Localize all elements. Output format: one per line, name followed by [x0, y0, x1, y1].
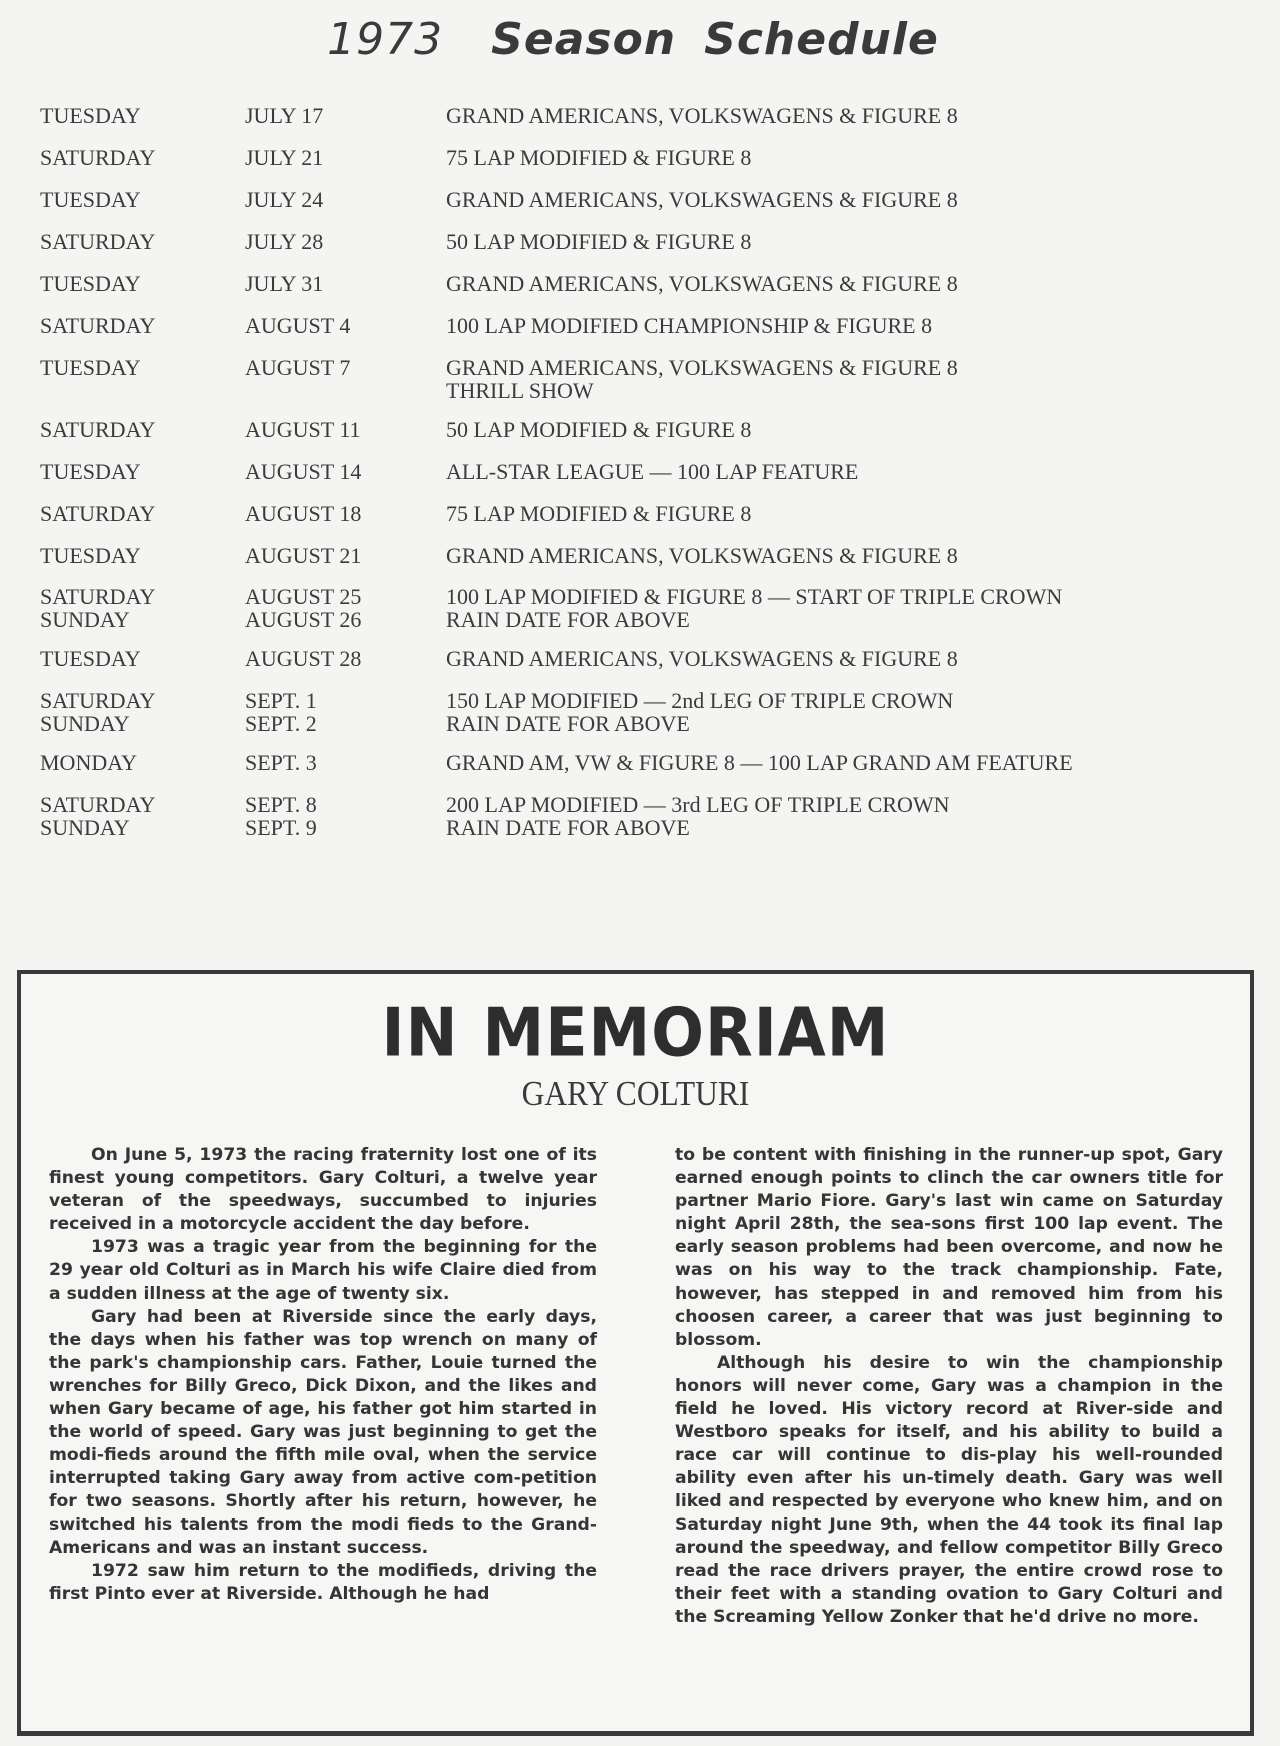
- memoriam-body: [49, 1144, 1229, 1629]
- schedule-date-cell: [245, 751, 435, 774]
- schedule-day: SUNDAY: [40, 607, 130, 632]
- schedule-day-cell: [40, 689, 230, 735]
- memoriam-title-word1: IN: [381, 993, 459, 1072]
- schedule-day: SATURDAY: [40, 145, 156, 170]
- memoriam-paragraph: 1973 was a tragic year from the beginning for the 29 year old Colturi as in March his wife Claire died from a sudden illness at the age of twenty six.: [49, 1237, 597, 1304]
- schedule-date-cell: [245, 544, 435, 567]
- schedule-day: TUESDAY: [40, 646, 141, 671]
- schedule-day-cell: [40, 585, 230, 631]
- title-word-season: Season: [491, 14, 677, 65]
- schedule-date: JULY 28: [245, 229, 324, 254]
- memoriam-right-column: [675, 1144, 1223, 1629]
- schedule-date-cell: [245, 188, 435, 211]
- in-memoriam-box: [17, 970, 1254, 1736]
- schedule-day: SUNDAY: [40, 711, 130, 736]
- schedule-date-cell: [245, 146, 435, 169]
- schedule-event: 50 LAP MODIFIED & FIGURE 8: [446, 417, 752, 442]
- schedule-date: JULY 21: [245, 145, 324, 170]
- schedule-date-cell: [245, 585, 435, 631]
- schedule-date-cell: [245, 460, 435, 483]
- schedule-date-cell: [245, 793, 435, 839]
- schedule-day-cell: [40, 230, 230, 253]
- memoriam-subtitle: GARY COLTURI: [521, 1074, 750, 1113]
- schedule-day-cell: [40, 647, 230, 670]
- schedule-date-cell: [245, 689, 435, 735]
- schedule-date: AUGUST 11: [245, 417, 361, 442]
- schedule-day: TUESDAY: [40, 355, 141, 380]
- schedule-event: GRAND AMERICANS, VOLKSWAGENS & FIGURE 8: [446, 646, 958, 671]
- schedule-event-cell: [446, 793, 1266, 839]
- memoriam-paragraph: to be content with finishing in the runner-up spot, Gary earned enough points to clinch the car owners title for partner Mario Fiore. Gary's last win came on Saturday night April 28th, the sea-sons first 100 lap event. The early season problems had been overcome, and now he was on his way to the track championship. Fate, however, has stepped in and removed him from his choosen career, a career that was just beginning to blossom.: [675, 1145, 1223, 1350]
- title-word-schedule: Schedule: [704, 14, 939, 65]
- schedule-date: AUGUST 25: [245, 584, 362, 609]
- schedule-day: SATURDAY: [40, 229, 156, 254]
- schedule-date: AUGUST 4: [245, 313, 351, 338]
- schedule-event: ALL-STAR LEAGUE — 100 LAP FEATURE: [446, 459, 859, 484]
- schedule-day: TUESDAY: [40, 543, 141, 568]
- page-title: [0, 14, 1280, 65]
- schedule-date: AUGUST 28: [245, 646, 362, 671]
- schedule-event-cell: [446, 356, 1266, 402]
- schedule-event-cell: [446, 544, 1266, 567]
- schedule-event: 150 LAP MODIFIED — 2nd LEG OF TRIPLE CROWN: [446, 688, 954, 713]
- schedule-day: SATURDAY: [40, 584, 156, 609]
- schedule-date-cell: [245, 418, 435, 441]
- schedule-day-cell: [40, 460, 230, 483]
- schedule-date-cell: [245, 272, 435, 295]
- schedule-event: 50 LAP MODIFIED & FIGURE 8: [446, 229, 752, 254]
- schedule-day: SATURDAY: [40, 501, 156, 526]
- schedule-date-cell: [245, 502, 435, 525]
- schedule-event: RAIN DATE FOR ABOVE: [446, 815, 690, 840]
- memoriam-paragraph: 1972 saw him return to the modifieds, driving the first Pinto ever at Riverside. Although he had: [49, 1560, 597, 1604]
- schedule-event: RAIN DATE FOR ABOVE: [446, 607, 690, 632]
- schedule-day: SATURDAY: [40, 417, 156, 442]
- schedule-event: 75 LAP MODIFIED & FIGURE 8: [446, 145, 752, 170]
- schedule-event: THRILL SHOW: [446, 378, 594, 403]
- schedule-event: 100 LAP MODIFIED & FIGURE 8 — START OF TRIPLE CROWN: [446, 584, 1063, 609]
- schedule-event-cell: [446, 502, 1266, 525]
- schedule-date: SEPT. 2: [245, 711, 317, 736]
- schedule-event: 200 LAP MODIFIED — 3rd LEG OF TRIPLE CROWN: [446, 792, 950, 817]
- schedule-event-cell: [446, 689, 1266, 735]
- schedule-date-cell: [245, 356, 435, 379]
- schedule-day-cell: [40, 544, 230, 567]
- schedule-date: AUGUST 21: [245, 543, 362, 568]
- memoriam-paragraph: Gary had been at Riverside since the early days, the days when his father was top wrench on many of the park's championship cars. Father, Louie turned the wrenches for Billy Greco, Dick Dixon, and the likes and when Gary became of age, his father got him started in the world of speed. Gary was just beginning to get the modi-fieds around the fifth mile oval, when the service interrupted taking Gary away from active com-petition for two seasons. Shortly after his return, however, he switched his talents from the modi fieds to the Grand-Americans and was an instant success.: [49, 1306, 597, 1558]
- schedule-day-cell: [40, 793, 230, 839]
- schedule-day: TUESDAY: [40, 103, 141, 128]
- schedule-day-cell: [40, 188, 230, 211]
- schedule-event: GRAND AMERICANS, VOLKSWAGENS & FIGURE 8: [446, 103, 958, 128]
- schedule-event: GRAND AMERICANS, VOLKSWAGENS & FIGURE 8: [446, 543, 958, 568]
- schedule-event: RAIN DATE FOR ABOVE: [446, 711, 690, 736]
- schedule-date: JULY 17: [245, 103, 324, 128]
- schedule-event-cell: [446, 460, 1266, 483]
- memoriam-title: [21, 993, 1250, 1072]
- schedule-date: AUGUST 14: [245, 459, 362, 484]
- schedule-event-cell: [446, 230, 1266, 253]
- schedule-day-cell: [40, 146, 230, 169]
- schedule-event: GRAND AMERICANS, VOLKSWAGENS & FIGURE 8: [446, 271, 958, 296]
- memoriam-left-column: [49, 1144, 597, 1629]
- schedule-event: GRAND AMERICANS, VOLKSWAGENS & FIGURE 8: [446, 355, 958, 380]
- schedule-day: TUESDAY: [40, 459, 141, 484]
- schedule-date-cell: [245, 230, 435, 253]
- schedule-event: 75 LAP MODIFIED & FIGURE 8: [446, 501, 752, 526]
- schedule-date: SEPT. 8: [245, 792, 317, 817]
- schedule-day: MONDAY: [40, 750, 137, 775]
- schedule-day: TUESDAY: [40, 271, 141, 296]
- schedule-day: TUESDAY: [40, 187, 141, 212]
- schedule-event-cell: [446, 585, 1266, 631]
- schedule-event-cell: [446, 647, 1266, 670]
- schedule-day: SUNDAY: [40, 815, 130, 840]
- schedule-event-cell: [446, 146, 1266, 169]
- schedule-date: AUGUST 18: [245, 501, 362, 526]
- schedule-day-cell: [40, 751, 230, 774]
- schedule-event-cell: [446, 188, 1266, 211]
- schedule-event-cell: [446, 314, 1266, 337]
- schedule-date: AUGUST 7: [245, 355, 351, 380]
- schedule-event: GRAND AM, VW & FIGURE 8 — 100 LAP GRAND AM FEATURE: [446, 750, 1073, 775]
- schedule-day: SATURDAY: [40, 688, 156, 713]
- memoriam-paragraph: On June 5, 1973 the racing fraternity lost one of its finest young competitors. Gary Colturi, a twelve year veteran of the speedways, succumbed to injuries received in a motorcycle accident the day before.: [49, 1145, 597, 1235]
- schedule-day-cell: [40, 502, 230, 525]
- schedule-date-cell: [245, 104, 435, 127]
- title-year: 1973: [327, 14, 444, 65]
- schedule-date: JULY 24: [245, 187, 324, 212]
- schedule-date: JULY 31: [245, 271, 324, 296]
- schedule-date: SEPT. 9: [245, 815, 317, 840]
- schedule-event-cell: [446, 751, 1266, 774]
- schedule-day-cell: [40, 104, 230, 127]
- schedule-event-cell: [446, 104, 1266, 127]
- schedule-date-cell: [245, 647, 435, 670]
- schedule-date: SEPT. 1: [245, 688, 317, 713]
- schedule-day-cell: [40, 418, 230, 441]
- schedule-event-cell: [446, 272, 1266, 295]
- schedule-date-cell: [245, 314, 435, 337]
- schedule-event: 100 LAP MODIFIED CHAMPIONSHIP & FIGURE 8: [446, 313, 933, 338]
- memoriam-title-word2: MEMORIAM: [482, 993, 890, 1072]
- schedule-date: SEPT. 3: [245, 750, 317, 775]
- schedule-day: SATURDAY: [40, 313, 156, 338]
- memoriam-paragraph: Although his desire to win the championship honors will never come, Gary was a champion in the field he loved. His victory record at River-side and Westboro speaks for itself, and his ability to build a race car will continue to dis-play his well-rounded ability even after his un-timely death. Gary was well liked and respected by everyone who knew him, and on Saturday night June 9th, when the 44 took its final lap around the speedway, and fellow competitor Billy Greco read the race drivers prayer, the entire crowd rose to their feet with a standing ovation to Gary Colturi and the Screaming Yellow Zonker that he'd drive no more.: [675, 1352, 1223, 1627]
- schedule-day-cell: [40, 314, 230, 337]
- schedule-event-cell: [446, 418, 1266, 441]
- schedule-day: SATURDAY: [40, 792, 156, 817]
- schedule-event: GRAND AMERICANS, VOLKSWAGENS & FIGURE 8: [446, 187, 958, 212]
- schedule-day-cell: [40, 272, 230, 295]
- schedule-day-cell: [40, 356, 230, 379]
- schedule-date: AUGUST 26: [245, 607, 362, 632]
